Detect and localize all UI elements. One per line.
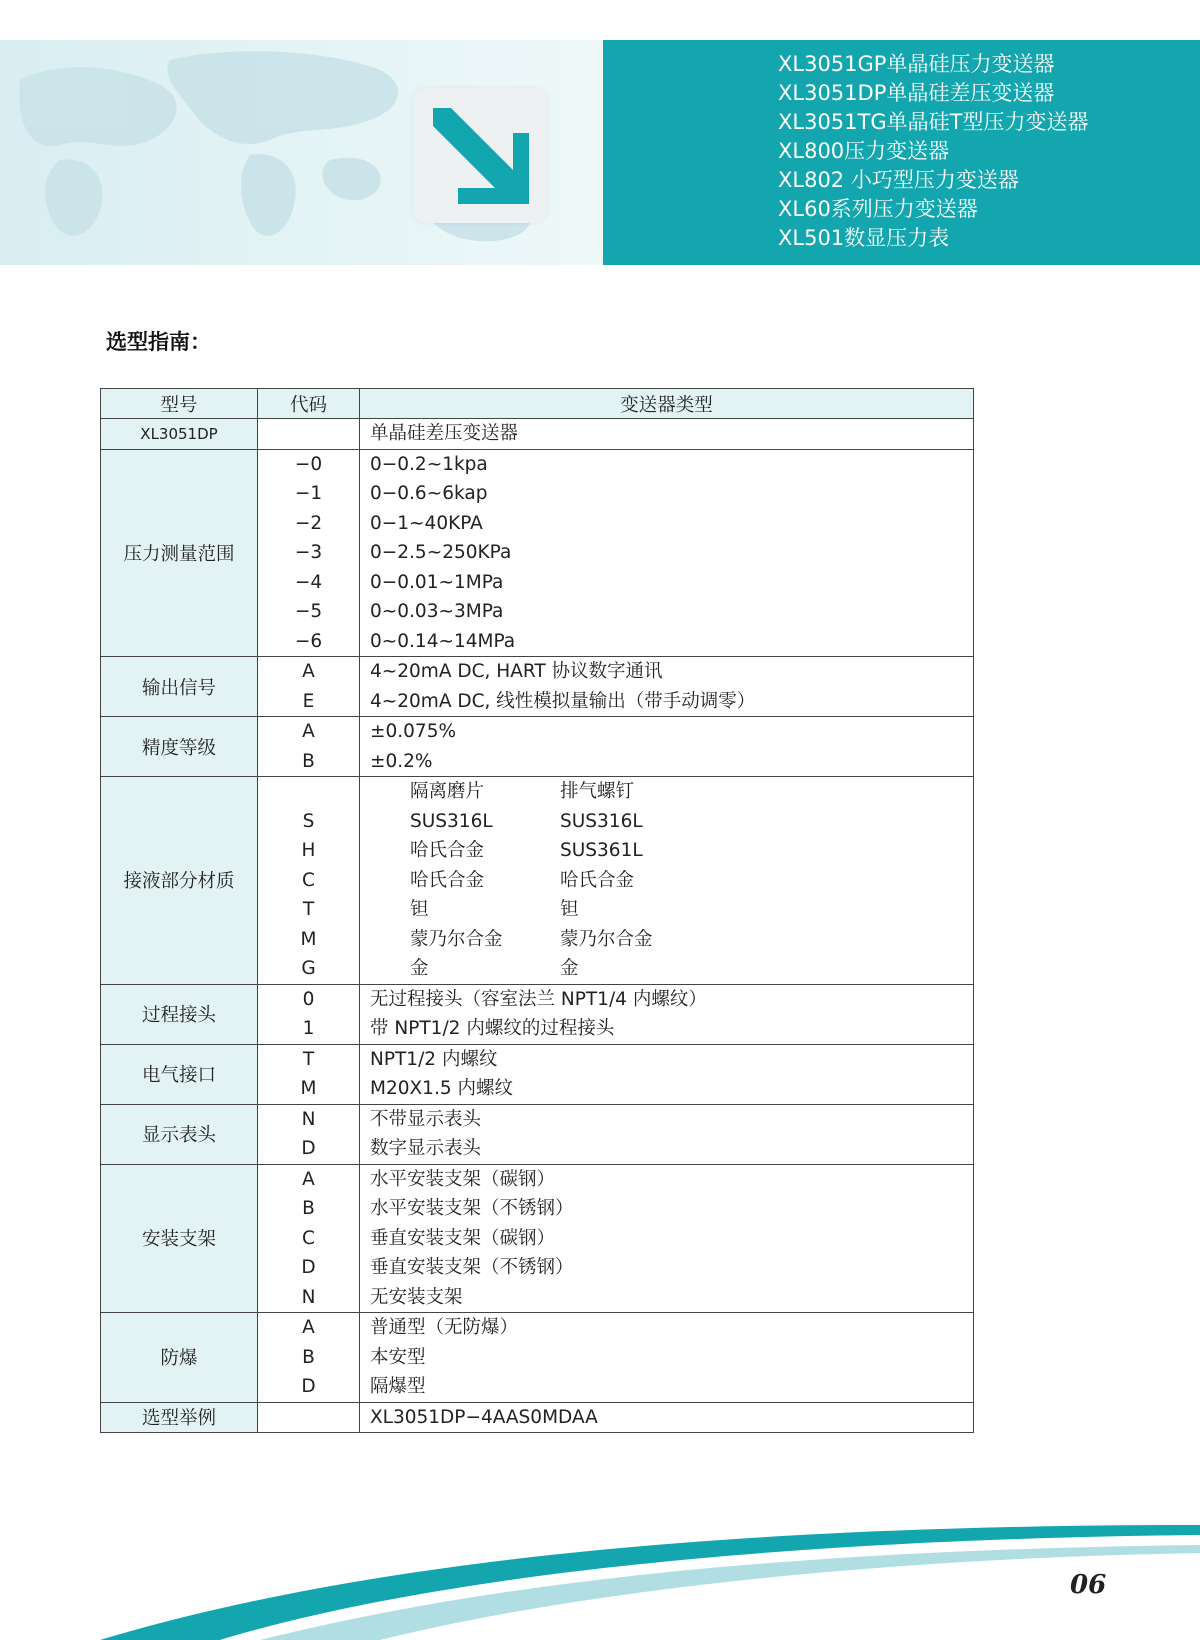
product-item: XL3051DP单晶硅差压变送器: [778, 81, 1055, 105]
header-type: 变送器类型: [360, 389, 974, 419]
table-row-output: [101, 657, 974, 717]
example-code: [258, 1402, 360, 1433]
material-row: [370, 866, 973, 896]
table-row-accuracy: [101, 717, 974, 777]
desc-cell: 普通型（无防爆）: [370, 1317, 519, 1338]
table-row-example: [101, 1402, 974, 1433]
process-descs: [360, 984, 974, 1044]
header-code: 代码: [258, 389, 360, 419]
accuracy-label: 精度等级: [101, 717, 258, 777]
code-cell: B: [302, 750, 315, 772]
desc-cell: 0−0.6~6kap: [370, 483, 488, 504]
table-row-electrical: [101, 1044, 974, 1104]
code-cell: −0: [294, 453, 323, 475]
code-cell: −6: [294, 630, 323, 652]
desc-cell: 0~0.03~3MPa: [370, 601, 504, 622]
material-a: 金: [410, 958, 429, 979]
material-b: 蒙乃尔合金: [560, 928, 653, 950]
code-cell: C: [302, 1227, 315, 1249]
code-cell: M: [300, 928, 317, 950]
desc-cell: 不带显示表头: [370, 1108, 482, 1130]
accuracy-descs: [360, 717, 974, 777]
output-descs: [360, 657, 974, 717]
material-b: SUS316L: [560, 810, 643, 832]
desc-cell: 数字显示表头: [370, 1138, 482, 1159]
material-b: 金: [560, 958, 579, 979]
code-cell: E: [302, 690, 315, 712]
product-item: XL3051GP单晶硅压力变送器: [778, 52, 1055, 76]
code-cell: M: [300, 1078, 317, 1099]
code-cell: D: [301, 1138, 316, 1159]
code-cell: [258, 777, 359, 807]
desc-cell: 无安装支架: [370, 1286, 463, 1308]
example-label: 选型举例: [101, 1402, 258, 1433]
desc-cell: M20X1.5 内螺纹: [370, 1078, 513, 1099]
desc-cell: 0−1~40KPA: [370, 512, 483, 534]
code-cell: S: [302, 810, 315, 832]
model-label: XL3051DP: [101, 419, 258, 450]
product-item: XL501数显压力表: [778, 226, 950, 250]
product-item: XL60系列压力变送器: [778, 197, 978, 221]
desc-cell: 无过程接头（容室法兰 NPT1/4 内螺纹）: [370, 988, 707, 1010]
desc-cell: 水平安装支架（碳钢）: [370, 1168, 556, 1190]
desc-cell: 0~0.14~14MPa: [370, 630, 516, 652]
code-cell: −5: [294, 601, 323, 622]
code-cell: T: [302, 899, 315, 920]
explosion-descs: [360, 1313, 974, 1403]
display-codes: [258, 1104, 360, 1164]
explosion-label: 防爆: [101, 1313, 258, 1403]
example-desc: XL3051DP−4AAS0MDAA: [370, 1406, 598, 1428]
material-subheader: [370, 777, 973, 807]
code-cell: C: [302, 869, 315, 891]
material-a: 钽: [410, 899, 429, 920]
material-b: SUS361L: [560, 840, 643, 861]
code-cell: −4: [294, 571, 323, 593]
process-label: 过程接头: [101, 984, 258, 1044]
desc-cell: 4~20mA DC, HART 协议数字通讯: [370, 661, 663, 682]
electrical-descs: [360, 1044, 974, 1104]
material-row: [370, 954, 973, 984]
material-row: [370, 836, 973, 866]
code-cell: A: [302, 1168, 315, 1190]
desc-cell: 0−0.2~1kpa: [370, 453, 488, 475]
code-cell: 1: [302, 1018, 315, 1039]
material-b: 哈氏合金: [560, 869, 635, 891]
desc-cell: 0−2.5~250KPa: [370, 542, 512, 563]
material-a: 哈氏合金: [410, 840, 485, 861]
code-cell: 0: [302, 988, 315, 1010]
code-cell: A: [302, 721, 315, 742]
product-item: XL802 小巧型压力变送器: [778, 168, 1019, 192]
material-a: 哈氏合金: [410, 869, 485, 891]
table-row-material: [101, 777, 974, 985]
material-label: 接液部分材质: [101, 777, 258, 985]
output-label: 输出信号: [101, 657, 258, 717]
explosion-codes: [258, 1313, 360, 1403]
desc-cell: 垂直安装支架（碳钢）: [370, 1227, 556, 1249]
page-number: 06: [1070, 1570, 1107, 1600]
accuracy-codes: [258, 717, 360, 777]
material-row: [370, 925, 973, 955]
code-cell: B: [302, 1198, 315, 1219]
selection-guide-table: [100, 388, 974, 1433]
electrical-codes: [258, 1044, 360, 1104]
code-cell: D: [301, 1257, 316, 1278]
desc-cell: 隔爆型: [370, 1376, 426, 1397]
arrow-down-right-icon: [413, 88, 548, 223]
material-b: 钽: [560, 899, 579, 920]
header-banner: [0, 40, 1200, 265]
bracket-codes: [258, 1164, 360, 1313]
bracket-label: 安装支架: [101, 1164, 258, 1313]
electrical-label: 电气接口: [101, 1044, 258, 1104]
code-cell: −3: [294, 542, 323, 563]
desc-cell: 垂直安装支架（不锈钢）: [370, 1257, 574, 1278]
table-row-bracket: [101, 1164, 974, 1313]
model-desc: 单晶硅差压变送器: [370, 423, 519, 444]
material-row: [370, 895, 973, 925]
desc-cell: 4~20mA DC, 线性模拟量输出（带手动调零）: [370, 690, 756, 712]
code-cell: A: [302, 661, 315, 682]
material-a: 蒙乃尔合金: [410, 928, 503, 950]
code-cell: A: [302, 1317, 315, 1338]
range-label: 压力测量范围: [101, 449, 258, 657]
header-model: 型号: [101, 389, 258, 419]
product-item: XL3051TG单晶硅T型压力变送器: [778, 110, 1089, 134]
desc-cell: 水平安装支架（不锈钢）: [370, 1198, 574, 1219]
material-descs: [360, 777, 974, 985]
table-row-display: [101, 1104, 974, 1164]
col-b-header: 排气螺钉: [560, 781, 635, 802]
display-label: 显示表头: [101, 1104, 258, 1164]
desc-cell: ±0.2%: [370, 750, 433, 772]
code-cell: −2: [294, 512, 323, 534]
code-cell: −1: [294, 483, 323, 504]
desc-cell: ±0.075%: [370, 721, 457, 742]
material-codes: [258, 777, 360, 985]
footer-wave-decoration: [0, 1505, 1200, 1640]
range-codes: [258, 449, 360, 657]
output-codes: [258, 657, 360, 717]
code-cell: H: [301, 840, 316, 861]
bracket-descs: [360, 1164, 974, 1313]
range-descs: [360, 449, 974, 657]
display-descs: [360, 1104, 974, 1164]
model-code: [258, 419, 360, 450]
material-a: SUS316L: [410, 810, 493, 832]
material-row: [370, 807, 973, 837]
logo-box: [413, 88, 548, 223]
table-row-model: [101, 419, 974, 450]
code-cell: T: [302, 1048, 315, 1070]
code-cell: G: [301, 958, 316, 979]
table-header-row: [101, 389, 974, 419]
table-row-range: [101, 449, 974, 657]
table-row-process: [101, 984, 974, 1044]
product-list: [778, 50, 1088, 253]
desc-cell: 带 NPT1/2 内螺纹的过程接头: [370, 1018, 615, 1039]
table-row-explosion: [101, 1313, 974, 1403]
code-cell: D: [301, 1376, 316, 1397]
desc-cell: 0−0.01~1MPa: [370, 571, 504, 593]
col-a-header: 隔离磨片: [410, 781, 485, 802]
code-cell: B: [302, 1346, 315, 1368]
desc-cell: 本安型: [370, 1346, 426, 1368]
product-item: XL800压力变送器: [778, 139, 950, 163]
process-codes: [258, 984, 360, 1044]
code-cell: N: [301, 1286, 316, 1308]
desc-cell: NPT1/2 内螺纹: [370, 1048, 498, 1070]
section-title: 选型指南：: [106, 330, 211, 354]
code-cell: N: [301, 1108, 316, 1130]
